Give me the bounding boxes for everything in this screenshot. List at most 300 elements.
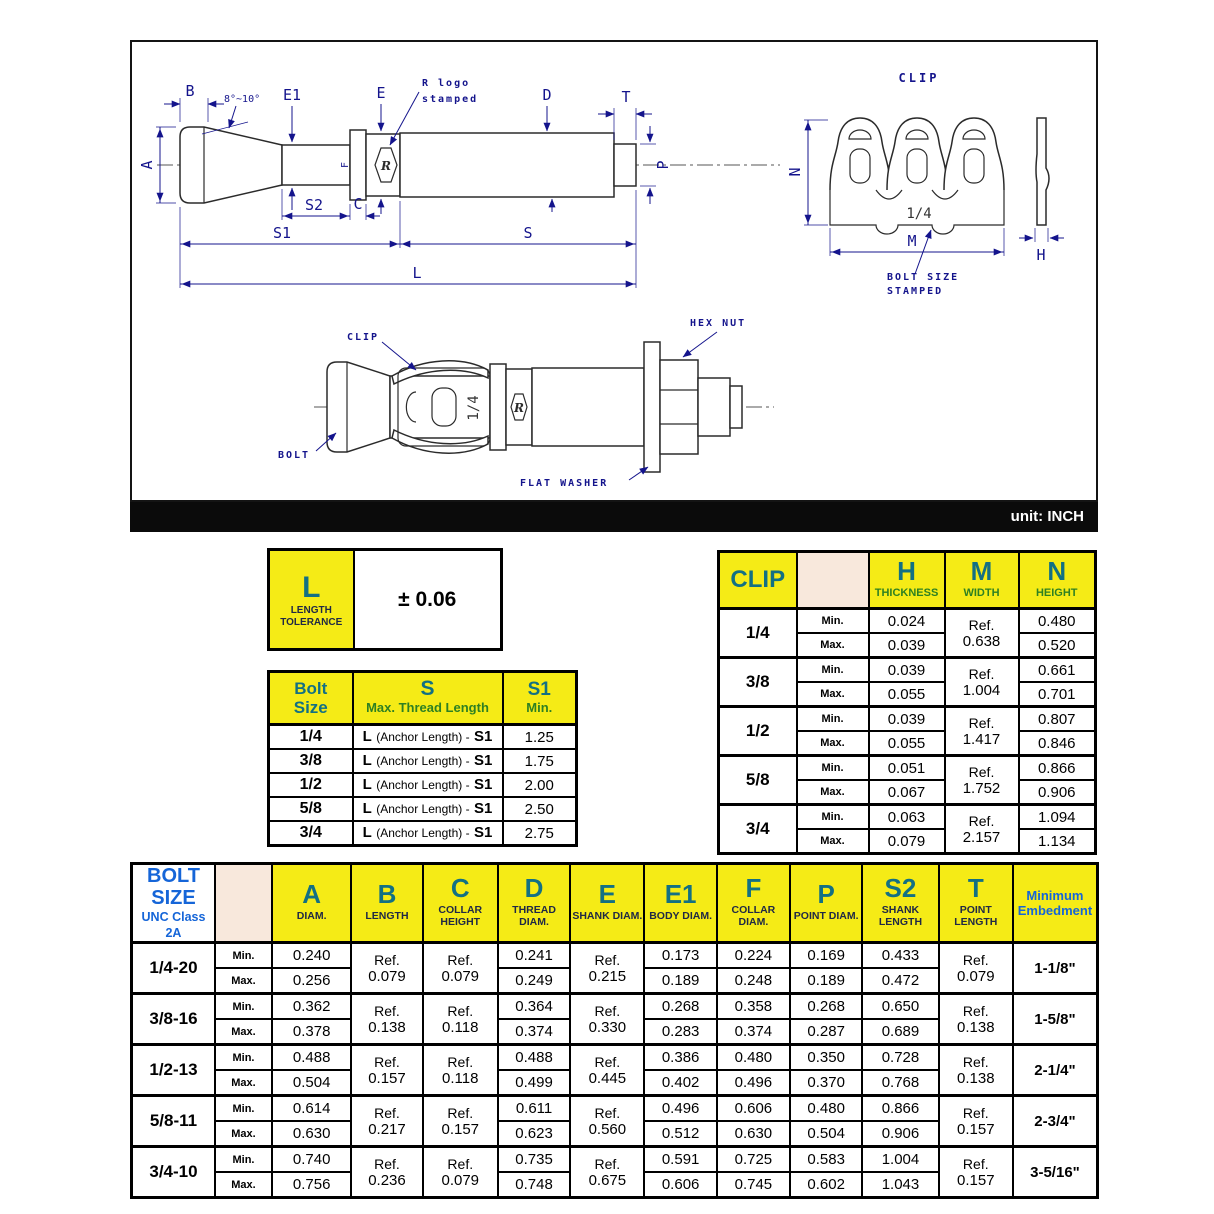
clip-n-max-4: 1.134: [1019, 829, 1096, 854]
main-s2-min-3: 0.866: [862, 1096, 938, 1122]
main-b-4-ref-label: Ref.: [374, 1155, 400, 1172]
main-embed-0: 1-1/8": [1013, 943, 1098, 994]
main-max-label-2: Max.: [215, 1070, 272, 1096]
main-e1-min-4: 0.591: [644, 1147, 716, 1173]
symbol-s2: S2: [884, 873, 917, 903]
clip-view-title: CLIP: [898, 71, 940, 85]
main-embed-3: 2-3/4": [1013, 1096, 1098, 1147]
column-header-a: [272, 864, 351, 943]
main-e-4-value: 0.675: [588, 1171, 627, 1189]
main-f-max-3: 0.630: [717, 1121, 790, 1147]
main-p-max-2: 0.370: [790, 1070, 862, 1096]
main-t-3: [939, 1096, 1013, 1147]
bolt-size-stamped-note: BOLT SIZE: [887, 272, 960, 283]
n-sub: HEIGHT: [1035, 587, 1078, 599]
symbol-t: T: [967, 873, 984, 903]
clip-row-min-3/4: [719, 805, 1096, 830]
clip-m-4-ref-label: Ref.: [968, 812, 995, 829]
clip-n-max-1: 0.701: [1019, 682, 1096, 707]
main-t-4: [939, 1147, 1013, 1198]
main-t-0-value: 0.079: [957, 967, 995, 985]
dim-label-m: M: [907, 232, 917, 250]
clip-m-1-value: 1.004: [962, 681, 1001, 699]
clip-max-label-2: Max.: [797, 731, 869, 756]
main-a-min-4: 0.740: [272, 1147, 351, 1173]
main-b-3-value: 0.217: [368, 1120, 406, 1138]
main-e-3: [570, 1096, 644, 1147]
size-title: SIZE: [151, 887, 196, 909]
main-f-min-3: 0.606: [717, 1096, 790, 1122]
thread-size-2: 1/2: [269, 773, 353, 797]
clip-h-min-1: 0.039: [869, 658, 945, 683]
n-column-header: [1019, 552, 1096, 609]
main-d-min-4: 0.735: [498, 1147, 570, 1173]
s-sub-label: Max. Thread Length: [366, 700, 489, 715]
clip-n-max-0: 0.520: [1019, 633, 1096, 658]
clip-min-label-3: Min.: [797, 756, 869, 781]
formula-l: L: [362, 752, 372, 769]
s1-sub-label: Min.: [526, 699, 553, 715]
main-s2-max-3: 0.906: [862, 1121, 938, 1147]
main-f-min-0: 0.224: [717, 943, 790, 969]
n-symbol: N: [1047, 556, 1067, 586]
main-size-2: 1/2-13: [132, 1045, 215, 1096]
main-t-4-value: 0.157: [957, 1171, 995, 1189]
clip-size-4: 3/4: [719, 805, 797, 854]
main-f-min-2: 0.480: [717, 1045, 790, 1071]
clip-max-label-4: Max.: [797, 829, 869, 854]
main-f-min-1: 0.358: [717, 994, 790, 1020]
sub-a: DIAM.: [296, 910, 327, 922]
m-sub: WIDTH: [963, 587, 1000, 599]
assembly-r-logo: R: [514, 401, 524, 415]
clip-m-2-ref-label: Ref.: [968, 714, 995, 731]
main-size-4: 3/4-10: [132, 1147, 215, 1198]
main-p-max-0: 0.189: [790, 968, 862, 994]
length-tolerance-table: [267, 548, 503, 651]
r-logo-note: R logo: [422, 78, 471, 89]
angle-note: 8°~10°: [224, 94, 261, 105]
main-t-0: [939, 943, 1013, 994]
thread-s1min-3: 2.50: [503, 797, 577, 821]
assembly-view: [278, 318, 774, 489]
symbol-e: E: [598, 879, 616, 909]
main-e1-min-0: 0.173: [644, 943, 716, 969]
unit-label: unit: INCH: [1010, 508, 1084, 525]
formula-s1: S1: [474, 752, 493, 769]
main-e-3-value: 0.560: [588, 1120, 627, 1138]
main-row-min-1/4-20: [132, 943, 1098, 969]
column-header-b: [351, 864, 422, 943]
thread-formula-4: [353, 821, 503, 846]
clip-table: [717, 550, 1097, 855]
main-e1-max-3: 0.512: [644, 1121, 716, 1147]
clip-max-label-3: Max.: [797, 780, 869, 805]
bolt-size-stamped-note-2: STAMPED: [887, 286, 944, 297]
sub-e: SHANK DIAM.: [572, 910, 643, 922]
main-d-max-3: 0.623: [498, 1121, 570, 1147]
bolt-title: BOLT: [147, 865, 200, 887]
clip-n-min-4: 1.094: [1019, 805, 1096, 830]
main-b-0: [351, 943, 422, 994]
symbol-e1: E1: [664, 879, 697, 909]
main-min-label-4: Min.: [215, 1147, 272, 1173]
clip-n-max-3: 0.906: [1019, 780, 1096, 805]
s-symbol: S: [420, 677, 435, 700]
main-c-4: [423, 1147, 498, 1198]
sub-p: POINT DIAM.: [793, 910, 859, 922]
main-d-max-0: 0.249: [498, 968, 570, 994]
clip-size-stamp: 1/4: [906, 206, 932, 222]
main-e1-min-2: 0.386: [644, 1045, 716, 1071]
formula-l: L: [362, 728, 372, 745]
dim-label-f: F: [340, 161, 351, 169]
formula-l: L: [362, 824, 372, 841]
sub-f: COLLAR DIAM.: [731, 904, 776, 928]
clip-n-max-2: 0.846: [1019, 731, 1096, 756]
formula-l: L: [362, 776, 372, 793]
bolt-size-column-header: [269, 672, 353, 725]
main-t-2: [939, 1045, 1013, 1096]
main-e-4: [570, 1147, 644, 1198]
clip-row-min-1/2: [719, 707, 1096, 732]
main-t-3-ref-label: Ref.: [962, 1104, 989, 1121]
main-e1-max-0: 0.189: [644, 968, 716, 994]
dim-label-e1: E1: [282, 86, 302, 104]
clip-h-max-2: 0.055: [869, 731, 945, 756]
tolerance-sub-1: LENGTH: [290, 604, 332, 616]
main-max-label-4: Max.: [215, 1172, 272, 1198]
main-p-min-4: 0.583: [790, 1147, 862, 1173]
formula-s1: S1: [474, 824, 493, 841]
main-s2-max-0: 0.472: [862, 968, 938, 994]
main-a-max-3: 0.630: [272, 1121, 351, 1147]
symbol-f: F: [745, 873, 762, 903]
clip-row-min-1/4: [719, 609, 1096, 634]
tolerance-symbol: L: [302, 570, 321, 604]
main-b-0-ref-label: Ref.: [374, 951, 400, 968]
main-d-min-2: 0.488: [498, 1045, 570, 1071]
clip-blank-header: [797, 552, 869, 609]
main-row-min-5/8-11: [132, 1096, 1098, 1122]
main-row-min-3/8-16: [132, 994, 1098, 1020]
column-header-e1: [644, 864, 716, 943]
thread-formula-1: [353, 749, 503, 773]
clip-m-3-ref-label: Ref.: [968, 763, 995, 780]
main-c-3: [423, 1096, 498, 1147]
clip-max-label-1: Max.: [797, 682, 869, 707]
clip-m-0: [945, 609, 1019, 658]
dim-label-b: B: [185, 82, 195, 100]
clip-min-label-0: Min.: [797, 609, 869, 634]
main-p-max-3: 0.504: [790, 1121, 862, 1147]
main-e-2: [570, 1045, 644, 1096]
bolt-callout: BOLT: [278, 450, 311, 461]
thread-row-1/4: [269, 725, 577, 750]
clip-row-min-5/8: [719, 756, 1096, 781]
thread-s1min-1: 1.75: [503, 749, 577, 773]
clip-m-4-value: 2.157: [962, 828, 1001, 846]
formula-mid: (Anchor Length) -: [376, 826, 470, 840]
main-t-1-value: 0.138: [957, 1018, 995, 1036]
clip-n-min-2: 0.807: [1019, 707, 1096, 732]
main-size-0: 1/4-20: [132, 943, 215, 994]
clip-m-3: [945, 756, 1019, 805]
h-column-header: [869, 552, 945, 609]
column-header-e: [570, 864, 644, 943]
main-p-max-4: 0.602: [790, 1172, 862, 1198]
main-s2-min-2: 0.728: [862, 1045, 938, 1071]
main-s2-min-4: 1.004: [862, 1147, 938, 1173]
thread-size-4: 3/4: [269, 821, 353, 846]
main-f-max-4: 0.745: [717, 1172, 790, 1198]
embed-column-header: [1013, 864, 1098, 943]
main-d-max-4: 0.748: [498, 1172, 570, 1198]
thread-formula-0: [353, 725, 503, 750]
thread-size-0: 1/4: [269, 725, 353, 750]
thread-size-3: 5/8: [269, 797, 353, 821]
dim-label-s2: S2: [304, 196, 324, 214]
main-e-1-value: 0.330: [588, 1018, 627, 1036]
main-e-3-ref-label: Ref.: [594, 1104, 621, 1121]
main-b-2-ref-label: Ref.: [374, 1053, 400, 1070]
thread-table-header: [269, 672, 577, 725]
dim-label-l: L: [412, 264, 422, 282]
clip-n-min-3: 0.866: [1019, 756, 1096, 781]
dim-label-e: E: [376, 84, 386, 102]
main-c-4-value: 0.079: [441, 1171, 480, 1189]
main-a-max-1: 0.378: [272, 1019, 351, 1045]
assembly-size-stamp: 1/4: [466, 395, 482, 421]
main-c-1-ref-label: Ref.: [447, 1002, 474, 1019]
dim-label-s1: S1: [272, 224, 292, 242]
s1-symbol: S1: [527, 678, 551, 700]
thread-row-3/4: [269, 821, 577, 846]
symbol-a: A: [302, 879, 322, 909]
formula-s1: S1: [474, 776, 493, 793]
main-a-min-0: 0.240: [272, 943, 351, 969]
clip-min-label-2: Min.: [797, 707, 869, 732]
main-c-2-value: 0.118: [442, 1069, 479, 1087]
clip-n-min-0: 0.480: [1019, 609, 1096, 634]
r-logo-glyph: R: [381, 159, 391, 173]
column-header-f: [717, 864, 790, 943]
main-c-2: [423, 1045, 498, 1096]
formula-mid: (Anchor Length) -: [376, 778, 470, 792]
thread-s1min-0: 1.25: [503, 725, 577, 750]
hex-nut-callout: HEX NUT: [690, 318, 747, 329]
clip-size-1: 3/8: [719, 658, 797, 707]
main-e-2-value: 0.445: [588, 1069, 627, 1087]
column-header-d: [498, 864, 570, 943]
clip-h-min-2: 0.039: [869, 707, 945, 732]
main-b-1-value: 0.138: [368, 1018, 406, 1036]
technical-drawing: [132, 42, 1096, 500]
main-t-2-value: 0.138: [957, 1069, 995, 1087]
column-header-s2: [862, 864, 938, 943]
main-b-3: [351, 1096, 422, 1147]
r-logo-note-2: stamped: [422, 94, 479, 105]
clip-h-min-4: 0.063: [869, 805, 945, 830]
unc-class-label: UNC Class 2A: [141, 910, 206, 940]
m-symbol: M: [970, 556, 993, 586]
clip-size-3: 5/8: [719, 756, 797, 805]
main-e1-max-2: 0.402: [644, 1070, 716, 1096]
clip-table-header: [719, 552, 1096, 609]
h-sub: THICKNESS: [874, 587, 939, 599]
main-c-4-ref-label: Ref.: [447, 1155, 474, 1172]
main-embed-2: 2-1/4": [1013, 1045, 1098, 1096]
main-e-4-ref-label: Ref.: [594, 1155, 621, 1172]
clip-min-label-4: Min.: [797, 805, 869, 830]
m-column-header: [945, 552, 1019, 609]
bolt-size-header-cell: [132, 864, 215, 943]
clip-m-0-value: 0.638: [962, 632, 1001, 650]
main-f-min-4: 0.725: [717, 1147, 790, 1173]
main-max-label-1: Max.: [215, 1019, 272, 1045]
clip-max-label-0: Max.: [797, 633, 869, 658]
main-s2-min-1: 0.650: [862, 994, 938, 1020]
clip-m-2: [945, 707, 1019, 756]
main-a-max-2: 0.504: [272, 1070, 351, 1096]
column-header-p: [790, 864, 862, 943]
column-header-c: [423, 864, 498, 943]
dim-label-t: T: [621, 88, 631, 106]
main-f-max-2: 0.496: [717, 1070, 790, 1096]
symbol-c: C: [450, 873, 470, 903]
main-c-0: [423, 943, 498, 994]
main-b-2: [351, 1045, 422, 1096]
sub-t: POINT LENGTH: [954, 904, 998, 928]
main-min-label-0: Min.: [215, 943, 272, 969]
h-symbol: H: [897, 556, 916, 586]
main-d-min-1: 0.364: [498, 994, 570, 1020]
main-size-1: 3/8-16: [132, 994, 215, 1045]
thread-row-3/8: [269, 749, 577, 773]
dim-label-s: S: [523, 224, 533, 242]
main-c-1-value: 0.118: [442, 1018, 479, 1036]
main-embed-1: 1-5/8": [1013, 994, 1098, 1045]
main-c-0-value: 0.079: [441, 967, 480, 985]
main-b-4-value: 0.236: [368, 1171, 406, 1189]
main-s2-min-0: 0.433: [862, 943, 938, 969]
formula-s1: S1: [474, 728, 493, 745]
clip-size-0: 1/4: [719, 609, 797, 658]
main-d-min-0: 0.241: [498, 943, 570, 969]
symbol-d: D: [524, 873, 544, 903]
main-min-label-3: Min.: [215, 1096, 272, 1122]
main-e1-min-1: 0.268: [644, 994, 716, 1020]
main-e1-min-3: 0.496: [644, 1096, 716, 1122]
clip-h-max-0: 0.039: [869, 633, 945, 658]
embed-header-1: Minimum: [1026, 888, 1084, 903]
bolt-label: Bolt: [294, 679, 328, 698]
sub-s2: SHANK LENGTH: [878, 904, 923, 928]
clip-h-min-0: 0.024: [869, 609, 945, 634]
main-b-1-ref-label: Ref.: [374, 1002, 400, 1019]
flat-washer-callout: FLAT WASHER: [520, 478, 609, 489]
main-p-min-0: 0.169: [790, 943, 862, 969]
main-c-1: [423, 994, 498, 1045]
main-row-min-3/4-10: [132, 1147, 1098, 1173]
clip-m-1-ref-label: Ref.: [968, 665, 995, 682]
main-f-max-0: 0.248: [717, 968, 790, 994]
thread-s1min-4: 2.75: [503, 821, 577, 846]
main-b-2-value: 0.157: [368, 1069, 406, 1087]
main-c-3-ref-label: Ref.: [447, 1104, 474, 1121]
thread-row-1/2: [269, 773, 577, 797]
clip-h-max-3: 0.067: [869, 780, 945, 805]
clip-m-3-value: 1.752: [962, 779, 1001, 797]
dim-label-p: P: [654, 160, 672, 170]
clip-m-2-value: 1.417: [962, 730, 1001, 748]
main-b-3-ref-label: Ref.: [374, 1104, 400, 1121]
main-a-max-0: 0.256: [272, 968, 351, 994]
dim-label-a: A: [138, 160, 156, 170]
sub-d: THREAD DIAM.: [512, 904, 556, 928]
thread-formula-3: [353, 797, 503, 821]
main-p-min-1: 0.268: [790, 994, 862, 1020]
main-b-0-value: 0.079: [368, 967, 406, 985]
main-c-2-ref-label: Ref.: [447, 1053, 474, 1070]
thread-size-1: 3/8: [269, 749, 353, 773]
formula-mid: (Anchor Length) -: [376, 802, 470, 816]
clip-h-max-1: 0.055: [869, 682, 945, 707]
drawing-panel: [130, 40, 1098, 502]
tolerance-symbol-cell: [269, 550, 354, 650]
main-e-2-ref-label: Ref.: [594, 1053, 621, 1070]
clip-row-min-3/8: [719, 658, 1096, 683]
main-min-label-2: Min.: [215, 1045, 272, 1071]
main-e-0: [570, 943, 644, 994]
tolerance-sub-2: TOLERANCE: [280, 616, 343, 628]
main-e-1: [570, 994, 644, 1045]
column-header-t: [939, 864, 1013, 943]
main-a-min-2: 0.488: [272, 1045, 351, 1071]
sub-b: LENGTH: [365, 910, 409, 922]
thread-formula-2: [353, 773, 503, 797]
main-s2-max-4: 1.043: [862, 1172, 938, 1198]
main-b-1: [351, 994, 422, 1045]
main-a-max-4: 0.756: [272, 1172, 351, 1198]
main-a-min-1: 0.362: [272, 994, 351, 1020]
clip-m-4: [945, 805, 1019, 854]
clip-size-2: 1/2: [719, 707, 797, 756]
main-p-min-2: 0.350: [790, 1045, 862, 1071]
formula-mid: (Anchor Length) -: [376, 754, 470, 768]
main-max-label-0: Max.: [215, 968, 272, 994]
main-blank-header: [215, 864, 272, 943]
main-t-2-ref-label: Ref.: [962, 1053, 989, 1070]
unit-bar: [130, 502, 1098, 532]
formula-l: L: [362, 800, 372, 817]
main-size-3: 5/8-11: [132, 1096, 215, 1147]
main-c-3-value: 0.157: [441, 1120, 480, 1138]
main-p-max-1: 0.287: [790, 1019, 862, 1045]
main-d-max-2: 0.499: [498, 1070, 570, 1096]
thread-s1min-2: 2.00: [503, 773, 577, 797]
s1-column-header: [503, 672, 577, 725]
main-e-1-ref-label: Ref.: [594, 1002, 621, 1019]
main-e1-max-1: 0.283: [644, 1019, 716, 1045]
main-b-4: [351, 1147, 422, 1198]
main-t-1-ref-label: Ref.: [962, 1002, 989, 1019]
main-c-0-ref-label: Ref.: [447, 951, 474, 968]
clip-min-label-1: Min.: [797, 658, 869, 683]
main-embed-4: 3-5/16": [1013, 1147, 1098, 1198]
clip-view: [786, 71, 1064, 297]
stud-view: [138, 78, 780, 288]
